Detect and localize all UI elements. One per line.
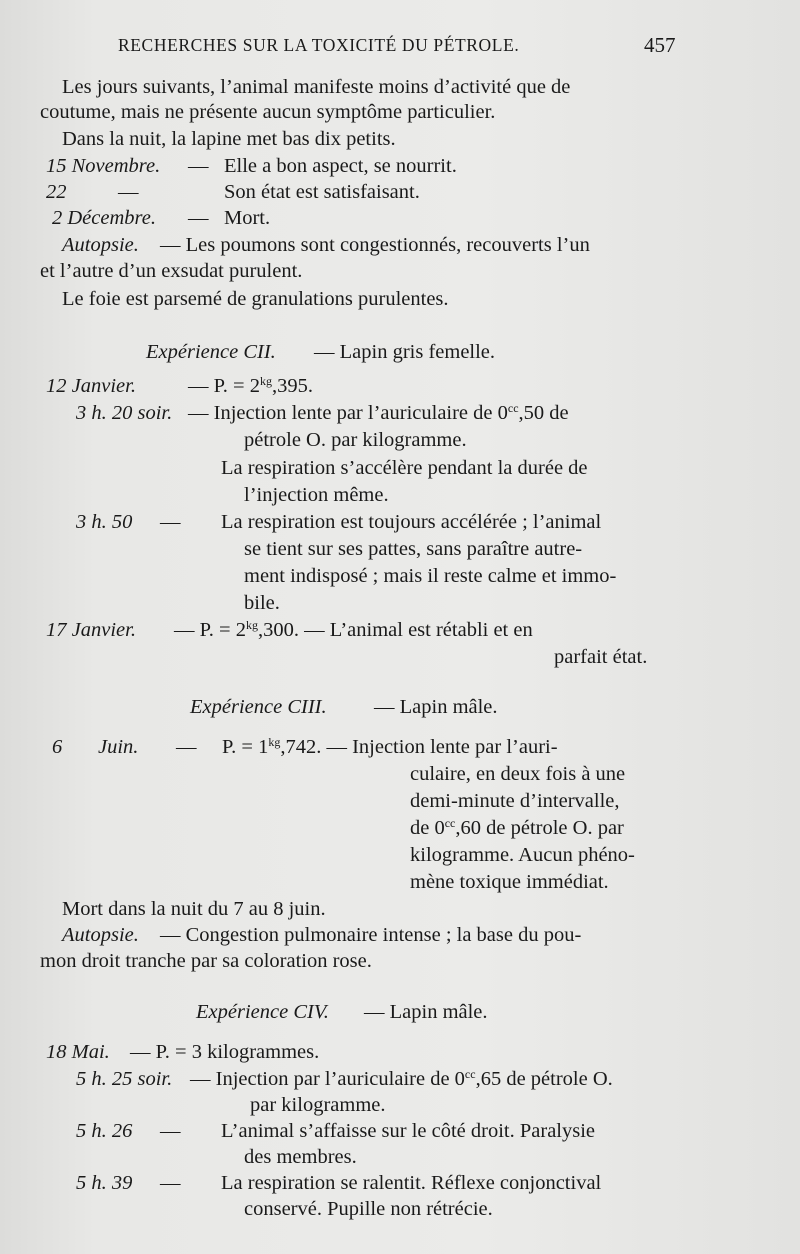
- page-number: 457: [644, 33, 676, 57]
- entry-time: 5 h. 25 soir. — Injection par l’auriculaire de $0^{cc},65$ de pétrole O.: [76, 1067, 613, 1090]
- text-line: Dans la nuit, la lapine met bas dix petits.: [62, 128, 396, 150]
- entry-nov22: 22 — Son état est satisfaisant.: [46, 181, 420, 203]
- entry-jan12: 12 Janvier. — P. = $2^{kg},395$.: [46, 374, 313, 397]
- autopsy-line: Autopsie. — Les poumons sont congestionnés, recouverts l’un: [62, 234, 590, 256]
- text-line: de $0^{cc},60$ de pétrole O. par: [410, 816, 624, 839]
- text-line: mène toxique immédiat.: [410, 871, 609, 893]
- autopsy-line: Autopsie. — Congestion pulmonaire intense ; la base du pou-: [62, 924, 582, 946]
- text-line: pétrole O. par kilogramme.: [244, 429, 467, 451]
- text-line: Mort dans la nuit du 7 au 8 juin.: [62, 898, 326, 920]
- text-line: mon droit tranche par sa coloration rose.: [40, 950, 372, 972]
- text-line: par kilogramme.: [250, 1094, 386, 1116]
- entry-time: 3 h. 50 — La respiration est toujours accélérée ; l’animal: [76, 511, 602, 533]
- text-line: se tient sur ses pattes, sans paraître autre-: [244, 538, 583, 560]
- experiment-title-ciii: Expérience CIII. — Lapin mâle.: [190, 696, 498, 718]
- running-title: RECHERCHES SUR LA TOXICITÉ DU PÉTROLE.: [118, 35, 520, 55]
- entry-nov15: 15 Novembre. — Elle a bon aspect, se nourrit.: [46, 155, 457, 177]
- entry-jan17: 17 Janvier. — P. = $2^{kg},300$. — L’animal est rétabli et en: [46, 618, 533, 641]
- text-line: ment indisposé ; mais il reste calme et immo-: [244, 565, 617, 587]
- text-line: kilogramme. Aucun phéno-: [410, 844, 635, 866]
- text-line: parfait état.: [554, 646, 648, 668]
- entry-dec2: 2 Décembre. — Mort.: [52, 207, 271, 229]
- text-line: Les jours suivants, l’animal manifeste moins d’activité que de: [62, 76, 571, 98]
- experiment-title-cii: Expérience CII. — Lapin gris femelle.: [146, 341, 496, 363]
- text-line: l’injection même.: [244, 484, 389, 506]
- text-line: bile.: [244, 592, 280, 614]
- text-line: culaire, en deux fois à une: [410, 763, 626, 785]
- entry-time: 5 h. 26 — L’animal s’affaisse sur le côté droit. Paralysie: [76, 1120, 596, 1142]
- entry-may18: 18 Mai. — P. = 3 kilogrammes.: [46, 1041, 320, 1063]
- text-line: Le foie est parsemé de granulations purulentes.: [62, 288, 449, 310]
- text-line: conservé. Pupille non rétrécie.: [244, 1198, 493, 1220]
- text-line: La respiration s’accélère pendant la durée de: [221, 457, 588, 479]
- entry-june6: 6 Juin. — P. = $1^{kg},742$. — Injection lente par l’auri-: [52, 735, 558, 758]
- entry-time: 3 h. 20 soir. — Injection lente par l’auriculaire de $0^{cc},50$ de: [76, 401, 569, 424]
- entry-time: 5 h. 39 — La respiration se ralentit. Réflexe conjonctival: [76, 1172, 602, 1194]
- text-line: coutume, mais ne présente aucun symptôme particulier.: [40, 101, 496, 123]
- experiment-title-civ: Expérience CIV. — Lapin mâle.: [196, 1001, 488, 1023]
- text-line: des membres.: [244, 1146, 357, 1168]
- running-header: [0, 30, 800, 60]
- text-line: et l’autre d’un exsudat purulent.: [40, 260, 303, 282]
- text-line: demi-minute d’intervalle,: [410, 790, 620, 812]
